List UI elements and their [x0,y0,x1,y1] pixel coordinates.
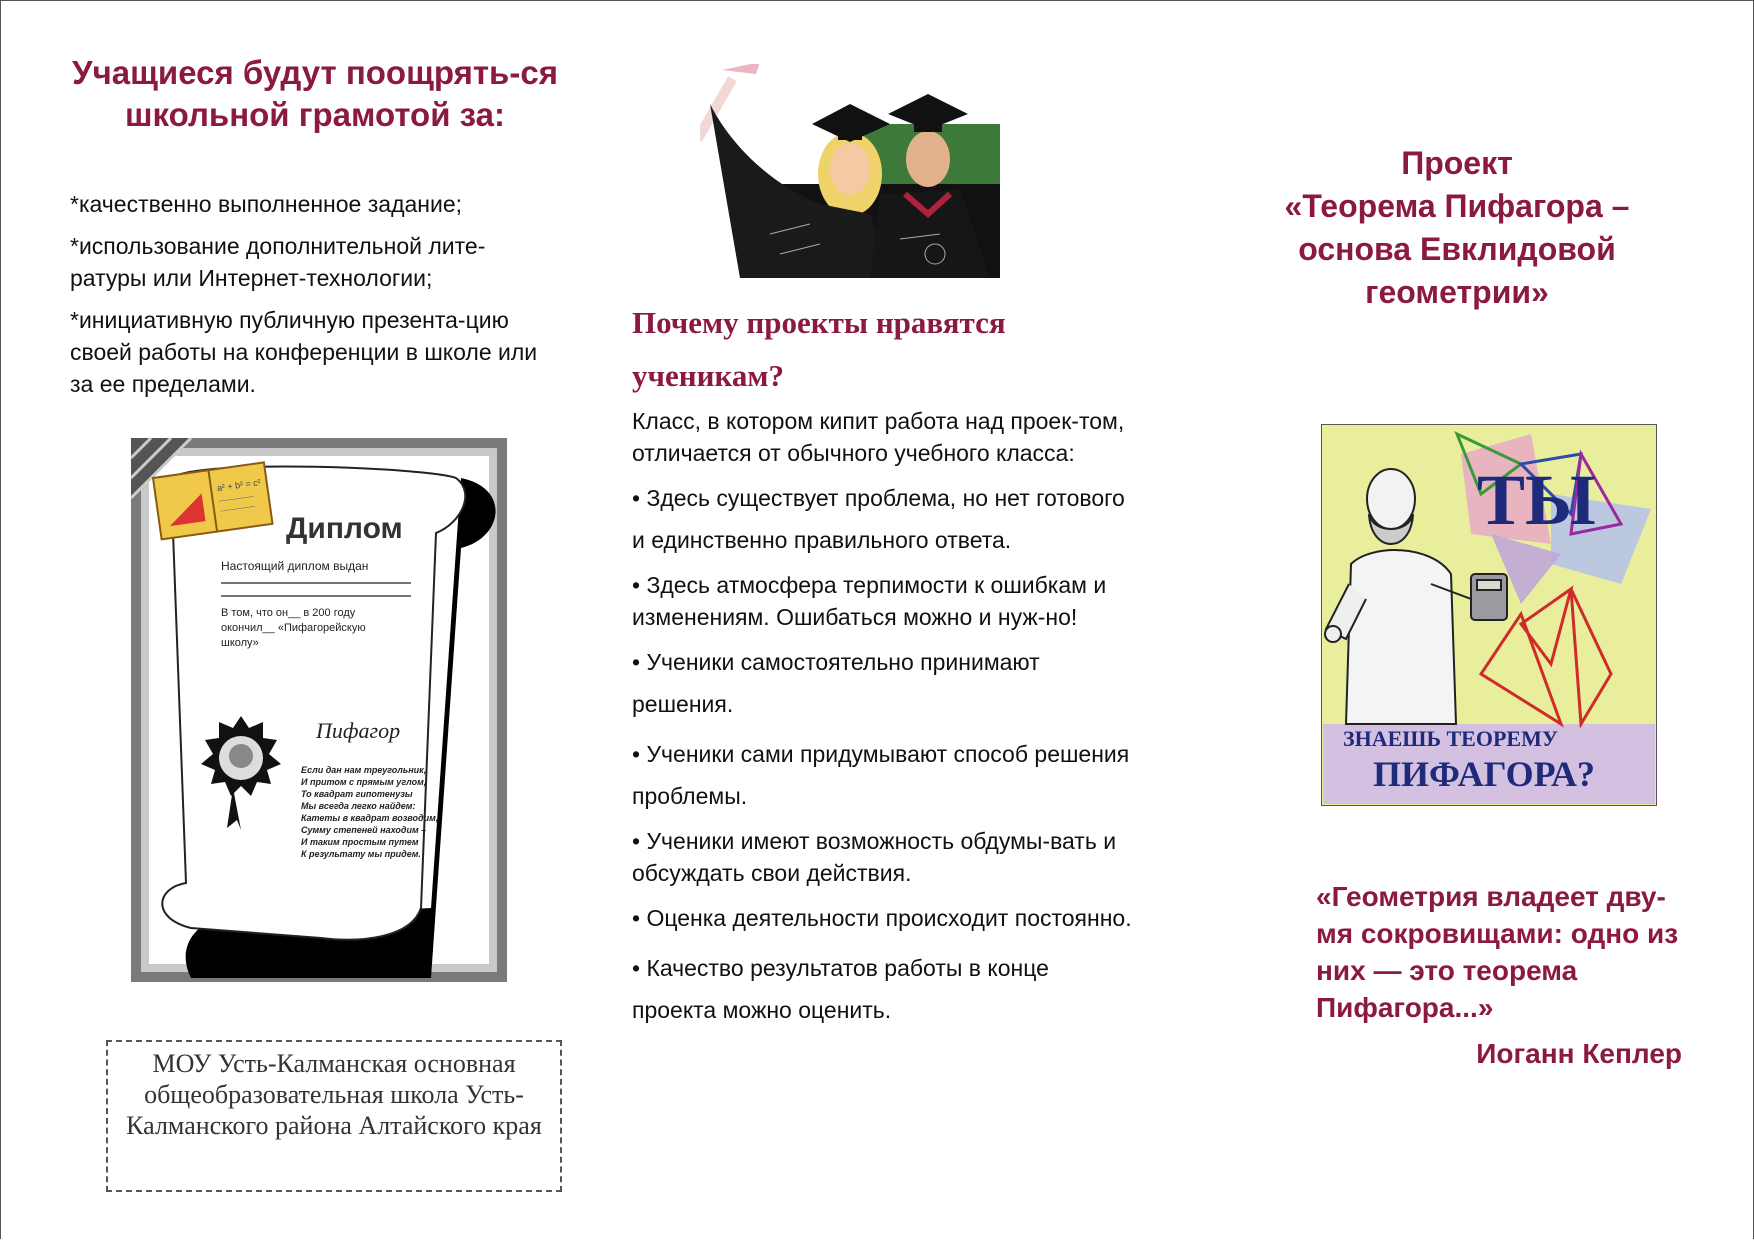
svg-text:И притом с прямым углом,: И притом с прямым углом, [301,777,427,787]
svg-text:К результату мы придем.: К результату мы придем. [301,849,421,859]
pythagoras-poster [1321,424,1657,806]
diploma-body-line: окончил__ «Пифагорейскую [221,622,366,634]
svg-text:a² + b² = c²: a² + b² = c² [216,477,262,494]
kepler-quote: «Геометрия владеет дву-мя сокровищами: одно из них — это теорема Пифагора...» [1316,881,1679,1023]
intro-paragraph: Класс, в котором кипит работа над проек-том, отличается от обычного учебного класса: [632,408,1125,466]
poster-line2: ПИФАГОРА? [1373,754,1596,794]
svg-text:Катеты в квадрат возводим,: Катеты в квадрат возводим, [301,813,439,823]
school-name-box: МОУ Усть-Калманская основная общеобразовательная школа Усть-Калманского района Алтайского края [106,1040,562,1192]
graduates-photo [700,64,1000,278]
benefit-item: • Здесь атмосфера терпимости к ошибкам и изменениям. Ошибаться можно и нуж-но! [632,572,1107,630]
left-heading: Учащиеся будут поощрять-ся школьной грамотой за: [72,54,558,133]
svg-text:Сумму степеней находим –: Сумму степеней находим – [301,825,427,835]
svg-text:―――――: ――――― [219,503,256,515]
poster-big-word: ТЫ [1477,460,1596,540]
svg-text:И таким простым путем: И таким простым путем [301,837,419,847]
svg-text:Мы всегда легко найдем:: Мы всегда легко найдем: [301,801,416,811]
benefit-item: • Ученики сами придумывают способ решения проблемы. [632,741,1130,809]
quote-author: Иоганн Кеплер [1476,1038,1682,1069]
diploma-body-line: школу» [221,637,259,649]
benefit-item: • Ученики самостоятельно принимают решения. [632,649,1040,717]
project-benefits [632,405,1132,1039]
project-title: Проект «Теорема Пифагора – основа Евклидовой геометрии» [1284,145,1630,310]
diploma-heading: Диплом [286,512,403,545]
diploma-issued-line: Настоящий диплом выдан [221,559,369,573]
raised-diploma-icon [700,64,760,142]
diploma-signature: Пифагор [316,718,401,743]
diploma-illustration [131,438,507,982]
award-criteria-list [70,188,540,410]
benefit-item: • Оценка деятельности происходит постоянно. [632,905,1132,931]
diploma-body-line: В том, что он__ в 200 году [221,607,356,619]
benefit-item: • Качество результатов работы в конце проекта можно оценить. [632,955,1049,1023]
criteria-item: *использование дополнительной лите-ратуры или Интернет-технологии; [70,233,486,291]
benefit-item: • Здесь существует проблема, но нет готового и единственно правильного ответа. [632,485,1125,553]
poster-line1: ЗНАЕШЬ ТЕОРЕМУ [1343,726,1558,751]
criteria-item: *инициативную публичную презента-цию своей работы на конференции в школе или за ее пределами. [70,307,538,397]
svg-text:То квадрат гипотенузы: То квадрат гипотенузы [301,789,413,799]
svg-text:―――――: ――――― [218,493,255,506]
criteria-item: *качественно выполненное задание; [70,191,463,217]
middle-heading: Почему проекты нравятся ученикам? [632,305,1006,393]
benefit-item: • Ученики имеют возможность обдумы-вать и обсуждать свои действия. [632,828,1117,886]
svg-text:Если дан нам треугольник,: Если дан нам треугольник, [301,765,427,775]
